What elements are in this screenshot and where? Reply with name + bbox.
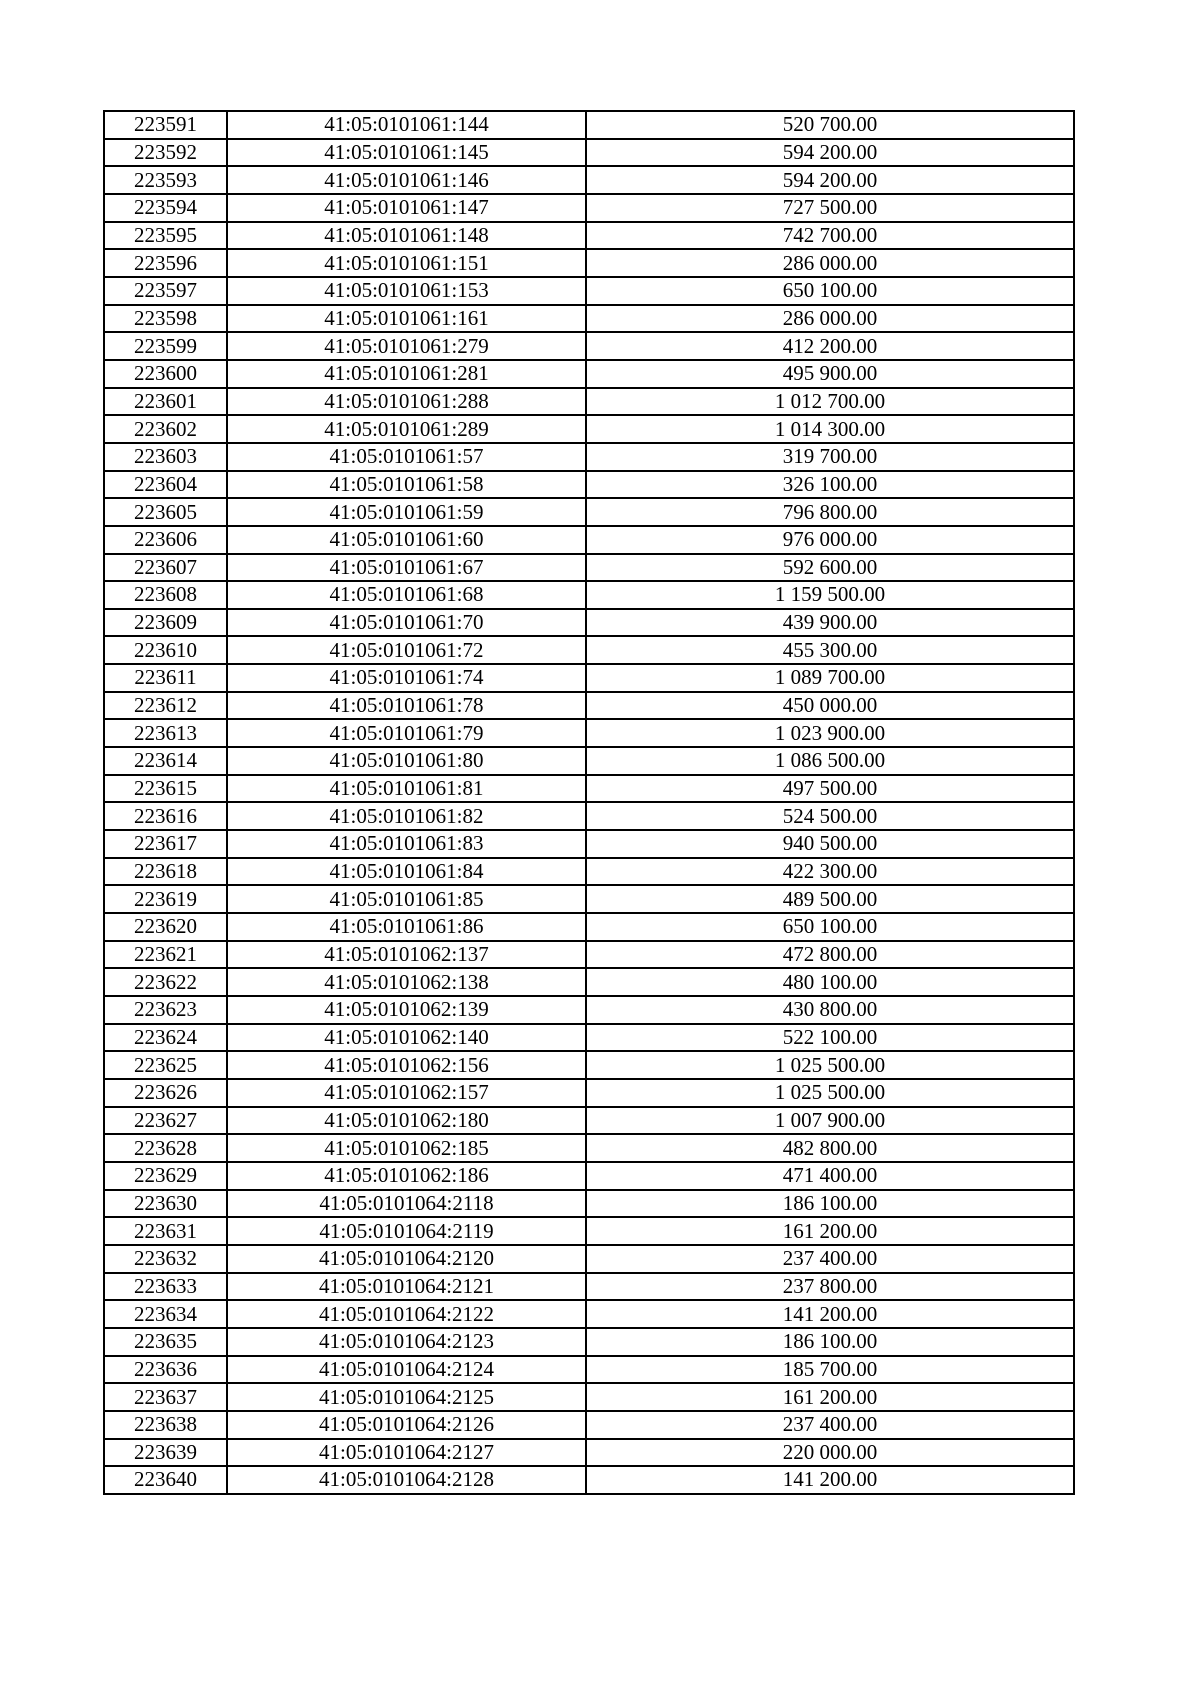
table-row	[104, 1411, 1074, 1439]
cadastral-value-cell: 439 900.00	[586, 609, 1074, 637]
cadastral-number-cell: 41:05:0101061:57	[227, 443, 586, 471]
cadastral-number-cell: 41:05:0101062:138	[227, 968, 586, 996]
cadastral-number-cell: 41:05:0101061:81	[227, 775, 586, 803]
table-row	[104, 305, 1074, 333]
cadastral-number-cell: 41:05:0101064:2118	[227, 1190, 586, 1218]
cadastral-value-cell: 524 500.00	[586, 802, 1074, 830]
cadastral-value-cell: 326 100.00	[586, 471, 1074, 499]
row-number-cell: 223628	[104, 1134, 227, 1162]
table-row	[104, 498, 1074, 526]
cadastral-value-cell: 286 000.00	[586, 305, 1074, 333]
cadastral-number-cell: 41:05:0101061:288	[227, 388, 586, 416]
table-row	[104, 1190, 1074, 1218]
row-number-cell: 223607	[104, 554, 227, 582]
cadastral-number-cell: 41:05:0101061:72	[227, 636, 586, 664]
cadastral-number-cell: 41:05:0101061:70	[227, 609, 586, 637]
cadastral-value-cell: 1 014 300.00	[586, 415, 1074, 443]
cadastral-value-cell: 286 000.00	[586, 249, 1074, 277]
row-number-cell: 223610	[104, 636, 227, 664]
cadastral-value-cell: 237 400.00	[586, 1245, 1074, 1273]
cadastral-number-cell: 41:05:0101064:2128	[227, 1466, 586, 1494]
cadastral-number-cell: 41:05:0101061:85	[227, 885, 586, 913]
cadastral-value-cell: 186 100.00	[586, 1190, 1074, 1218]
cadastral-number-cell: 41:05:0101061:147	[227, 194, 586, 222]
cadastral-number-cell: 41:05:0101061:289	[227, 415, 586, 443]
row-number-cell: 223635	[104, 1328, 227, 1356]
cadastral-value-cell: 594 200.00	[586, 166, 1074, 194]
cadastral-number-cell: 41:05:0101061:84	[227, 858, 586, 886]
cadastral-value-cell: 141 200.00	[586, 1300, 1074, 1328]
row-number-cell: 223599	[104, 332, 227, 360]
row-number-cell: 223624	[104, 1024, 227, 1052]
cadastral-number-cell: 41:05:0101064:2125	[227, 1383, 586, 1411]
cadastral-number-cell: 41:05:0101061:279	[227, 332, 586, 360]
table-row	[104, 941, 1074, 969]
table-row	[104, 249, 1074, 277]
table-row	[104, 1217, 1074, 1245]
row-number-cell: 223631	[104, 1217, 227, 1245]
cadastral-value-cell: 650 100.00	[586, 913, 1074, 941]
row-number-cell: 223606	[104, 526, 227, 554]
cadastral-value-cell: 472 800.00	[586, 941, 1074, 969]
cadastral-number-cell: 41:05:0101061:58	[227, 471, 586, 499]
row-number-cell: 223605	[104, 498, 227, 526]
row-number-cell: 223594	[104, 194, 227, 222]
cadastral-number-cell: 41:05:0101062:185	[227, 1134, 586, 1162]
table-body	[104, 111, 1074, 1494]
cadastral-value-cell: 742 700.00	[586, 222, 1074, 250]
table-row	[104, 968, 1074, 996]
cadastral-number-cell: 41:05:0101061:153	[227, 277, 586, 305]
cadastral-number-cell: 41:05:0101061:60	[227, 526, 586, 554]
row-number-cell: 223612	[104, 692, 227, 720]
cadastral-number-cell: 41:05:0101064:2127	[227, 1439, 586, 1467]
cadastral-value-cell: 220 000.00	[586, 1439, 1074, 1467]
cadastral-number-cell: 41:05:0101064:2119	[227, 1217, 586, 1245]
row-number-cell: 223592	[104, 139, 227, 167]
table-row	[104, 1466, 1074, 1494]
row-number-cell: 223625	[104, 1051, 227, 1079]
cadastral-value-cell: 471 400.00	[586, 1162, 1074, 1190]
cadastral-value-cell: 161 200.00	[586, 1383, 1074, 1411]
table-row	[104, 775, 1074, 803]
cadastral-value-cell: 430 800.00	[586, 996, 1074, 1024]
table-row	[104, 111, 1074, 139]
cadastral-number-cell: 41:05:0101061:79	[227, 719, 586, 747]
table-row	[104, 1300, 1074, 1328]
table-row	[104, 581, 1074, 609]
table-row	[104, 471, 1074, 499]
row-number-cell: 223640	[104, 1466, 227, 1494]
cadastral-value-cell: 161 200.00	[586, 1217, 1074, 1245]
table-row	[104, 996, 1074, 1024]
row-number-cell: 223627	[104, 1107, 227, 1135]
cadastral-value-cell: 1 159 500.00	[586, 581, 1074, 609]
cadastral-number-cell: 41:05:0101061:78	[227, 692, 586, 720]
cadastral-value-cell: 495 900.00	[586, 360, 1074, 388]
cadastral-number-cell: 41:05:0101061:59	[227, 498, 586, 526]
row-number-cell: 223636	[104, 1356, 227, 1384]
cadastral-number-cell: 41:05:0101062:156	[227, 1051, 586, 1079]
cadastral-number-cell: 41:05:0101061:86	[227, 913, 586, 941]
cadastral-number-cell: 41:05:0101062:137	[227, 941, 586, 969]
row-number-cell: 223614	[104, 747, 227, 775]
row-number-cell: 223591	[104, 111, 227, 139]
cadastral-value-cell: 650 100.00	[586, 277, 1074, 305]
row-number-cell: 223637	[104, 1383, 227, 1411]
cadastral-number-cell: 41:05:0101061:67	[227, 554, 586, 582]
row-number-cell: 223622	[104, 968, 227, 996]
cadastral-number-cell: 41:05:0101064:2120	[227, 1245, 586, 1273]
cadastral-number-cell: 41:05:0101062:157	[227, 1079, 586, 1107]
cadastral-number-cell: 41:05:0101061:146	[227, 166, 586, 194]
cadastral-number-cell: 41:05:0101064:2121	[227, 1273, 586, 1301]
cadastral-number-cell: 41:05:0101061:80	[227, 747, 586, 775]
cadastral-value-cell: 522 100.00	[586, 1024, 1074, 1052]
cadastral-value-cell: 1 007 900.00	[586, 1107, 1074, 1135]
table-row	[104, 802, 1074, 830]
table-row	[104, 1162, 1074, 1190]
cadastral-number-cell: 41:05:0101064:2126	[227, 1411, 586, 1439]
table-row	[104, 1245, 1074, 1273]
row-number-cell: 223634	[104, 1300, 227, 1328]
cadastral-number-cell: 41:05:0101064:2124	[227, 1356, 586, 1384]
table-row	[104, 1079, 1074, 1107]
cadastral-number-cell: 41:05:0101062:139	[227, 996, 586, 1024]
row-number-cell: 223632	[104, 1245, 227, 1273]
cadastral-value-cell: 1 086 500.00	[586, 747, 1074, 775]
row-number-cell: 223616	[104, 802, 227, 830]
cadastral-value-table	[103, 110, 1075, 1495]
table-row	[104, 277, 1074, 305]
cadastral-value-cell: 1 025 500.00	[586, 1079, 1074, 1107]
table-row	[104, 1439, 1074, 1467]
cadastral-value-cell: 796 800.00	[586, 498, 1074, 526]
row-number-cell: 223613	[104, 719, 227, 747]
row-number-cell: 223597	[104, 277, 227, 305]
row-number-cell: 223617	[104, 830, 227, 858]
table-row	[104, 554, 1074, 582]
cadastral-value-cell: 450 000.00	[586, 692, 1074, 720]
table-row	[104, 913, 1074, 941]
table-row	[104, 332, 1074, 360]
cadastral-value-cell: 497 500.00	[586, 775, 1074, 803]
row-number-cell: 223623	[104, 996, 227, 1024]
cadastral-value-cell: 482 800.00	[586, 1134, 1074, 1162]
cadastral-number-cell: 41:05:0101061:145	[227, 139, 586, 167]
row-number-cell: 223615	[104, 775, 227, 803]
cadastral-value-cell: 237 800.00	[586, 1273, 1074, 1301]
row-number-cell: 223602	[104, 415, 227, 443]
table-row	[104, 1024, 1074, 1052]
table-row	[104, 1134, 1074, 1162]
table-row	[104, 1107, 1074, 1135]
cadastral-number-cell: 41:05:0101062:180	[227, 1107, 586, 1135]
row-number-cell: 223629	[104, 1162, 227, 1190]
cadastral-value-cell: 940 500.00	[586, 830, 1074, 858]
table-row	[104, 415, 1074, 443]
table-row	[104, 443, 1074, 471]
cadastral-value-cell: 489 500.00	[586, 885, 1074, 913]
row-number-cell: 223633	[104, 1273, 227, 1301]
table-row	[104, 1383, 1074, 1411]
row-number-cell: 223626	[104, 1079, 227, 1107]
row-number-cell: 223638	[104, 1411, 227, 1439]
row-number-cell: 223601	[104, 388, 227, 416]
cadastral-value-cell: 185 700.00	[586, 1356, 1074, 1384]
cadastral-value-cell: 455 300.00	[586, 636, 1074, 664]
row-number-cell: 223598	[104, 305, 227, 333]
table-row	[104, 664, 1074, 692]
row-number-cell: 223603	[104, 443, 227, 471]
cadastral-value-cell: 480 100.00	[586, 968, 1074, 996]
table-row	[104, 830, 1074, 858]
table-row	[104, 885, 1074, 913]
row-number-cell: 223608	[104, 581, 227, 609]
row-number-cell: 223618	[104, 858, 227, 886]
row-number-cell: 223593	[104, 166, 227, 194]
table-row	[104, 609, 1074, 637]
table-row	[104, 166, 1074, 194]
cadastral-value-cell: 1 089 700.00	[586, 664, 1074, 692]
cadastral-value-cell: 412 200.00	[586, 332, 1074, 360]
cadastral-number-cell: 41:05:0101064:2123	[227, 1328, 586, 1356]
cadastral-number-cell: 41:05:0101061:74	[227, 664, 586, 692]
cadastral-value-cell: 141 200.00	[586, 1466, 1074, 1494]
row-number-cell: 223630	[104, 1190, 227, 1218]
cadastral-value-cell: 319 700.00	[586, 443, 1074, 471]
row-number-cell: 223621	[104, 941, 227, 969]
cadastral-value-cell: 976 000.00	[586, 526, 1074, 554]
cadastral-value-cell: 186 100.00	[586, 1328, 1074, 1356]
row-number-cell: 223604	[104, 471, 227, 499]
cadastral-number-cell: 41:05:0101061:148	[227, 222, 586, 250]
cadastral-number-cell: 41:05:0101061:281	[227, 360, 586, 388]
table-row	[104, 692, 1074, 720]
cadastral-value-cell: 237 400.00	[586, 1411, 1074, 1439]
table-row	[104, 194, 1074, 222]
table-row	[104, 747, 1074, 775]
table-row	[104, 1273, 1074, 1301]
row-number-cell: 223609	[104, 609, 227, 637]
table-row	[104, 526, 1074, 554]
table-row	[104, 1356, 1074, 1384]
row-number-cell: 223600	[104, 360, 227, 388]
row-number-cell: 223595	[104, 222, 227, 250]
cadastral-number-cell: 41:05:0101061:83	[227, 830, 586, 858]
cadastral-value-cell: 1 025 500.00	[586, 1051, 1074, 1079]
row-number-cell: 223620	[104, 913, 227, 941]
cadastral-value-cell: 1 012 700.00	[586, 388, 1074, 416]
row-number-cell: 223619	[104, 885, 227, 913]
table-row	[104, 388, 1074, 416]
cadastral-value-cell: 1 023 900.00	[586, 719, 1074, 747]
table-row	[104, 858, 1074, 886]
cadastral-number-cell: 41:05:0101061:82	[227, 802, 586, 830]
cadastral-number-cell: 41:05:0101061:144	[227, 111, 586, 139]
cadastral-number-cell: 41:05:0101064:2122	[227, 1300, 586, 1328]
table-row	[104, 360, 1074, 388]
table-row	[104, 222, 1074, 250]
table-row	[104, 1051, 1074, 1079]
row-number-cell: 223611	[104, 664, 227, 692]
cadastral-number-cell: 41:05:0101061:151	[227, 249, 586, 277]
cadastral-number-cell: 41:05:0101062:186	[227, 1162, 586, 1190]
cadastral-number-cell: 41:05:0101062:140	[227, 1024, 586, 1052]
cadastral-number-cell: 41:05:0101061:68	[227, 581, 586, 609]
cadastral-value-cell: 520 700.00	[586, 111, 1074, 139]
table-row	[104, 719, 1074, 747]
cadastral-value-cell: 592 600.00	[586, 554, 1074, 582]
table-row	[104, 1328, 1074, 1356]
row-number-cell: 223596	[104, 249, 227, 277]
table-row	[104, 139, 1074, 167]
row-number-cell: 223639	[104, 1439, 227, 1467]
cadastral-value-cell: 422 300.00	[586, 858, 1074, 886]
cadastral-value-cell: 727 500.00	[586, 194, 1074, 222]
table-row	[104, 636, 1074, 664]
cadastral-number-cell: 41:05:0101061:161	[227, 305, 586, 333]
cadastral-value-cell: 594 200.00	[586, 139, 1074, 167]
